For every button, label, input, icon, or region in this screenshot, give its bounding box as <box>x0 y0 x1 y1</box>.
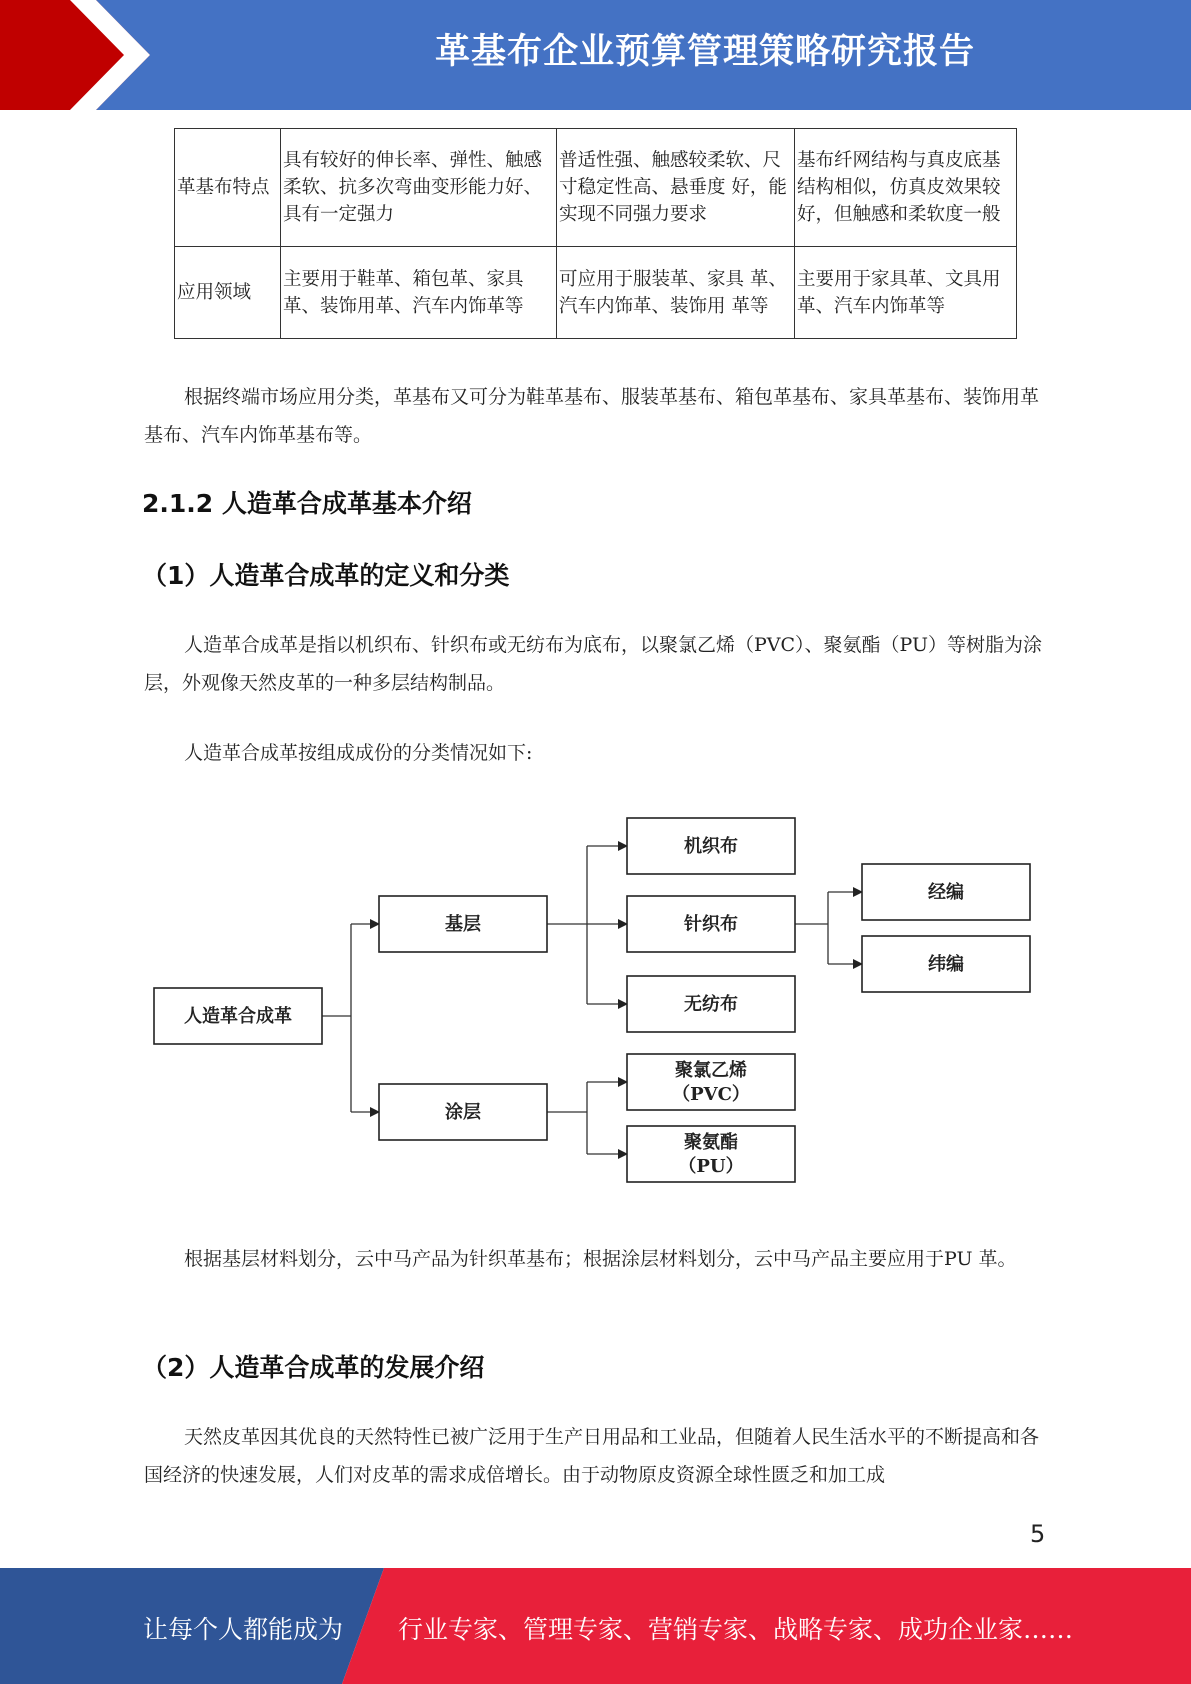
node-pvc-label-1: 聚氯乙烯 <box>675 1060 747 1081</box>
report-title: 革基布企业预算管理策略研究报告 <box>434 32 975 72</box>
section-heading-2-1-2: 2.1.2 人造革合成革基本介绍 <box>142 489 472 518</box>
footer-slogan-right: 行业专家、管理专家、营销专家、战略专家、成功企业家…… <box>398 1615 1074 1644</box>
subsection-heading-definition: （1）人造革合成革的定义和分类 <box>142 561 510 590</box>
paragraph-yunzhongma-product: 根据基层材料划分，云中马产品为针织革基布；根据涂层材料划分，云中马产品主要应用于PU 革。 <box>184 1248 1017 1270</box>
page-header <box>0 0 1191 110</box>
node-coat-label: 涂层 <box>445 1102 481 1123</box>
table-cell: 革基布特点 <box>175 129 281 247</box>
node-root-label: 人造革合成革 <box>184 1006 292 1027</box>
table-cell: 可应用于服装革、家具 革、汽车内饰革、装饰用 革等 <box>557 247 795 339</box>
table-cell: 基布纤网结构与真皮底基结构相似，仿真皮效果较好，但触感和柔软度一般 <box>795 129 1017 247</box>
paragraph-development: 天然皮革因其优良的天然特性已被广泛用于生产日用品和工业品，但随着人民生活水平的不断提高和各国经济的快速发展，人们对皮革的需求成倍增长。由于动物原皮资源全球性匮乏和加工成 <box>144 1426 1040 1486</box>
subsection-heading-development: （2）人造革合成革的发展介绍 <box>142 1353 485 1382</box>
paragraph-market-classification: 根据终端市场应用分类，革基布又可分为鞋革基布、服装革基布、箱包革基布、家具革基布、装饰用革基布、汽车内饰革基布等。 <box>144 386 1040 446</box>
paragraph-definition: 人造革合成革是指以机织布、针织布或无纺布为底布，以聚氯乙烯（PVC）、聚氨酯（PU）等树脂为涂层，外观像天然皮革的一种多层结构制品。 <box>144 634 1043 694</box>
node-pvc-label-2: （PVC） <box>672 1084 750 1105</box>
node-pu-label-2: （PU） <box>678 1156 744 1177</box>
classification-diagram <box>150 808 1040 1198</box>
table-row <box>175 247 1017 339</box>
table-cell: 具有较好的伸长率、弹性、触感柔软、抗多次弯曲变形能力好、具有一定强力 <box>281 129 557 247</box>
table-cell: 主要用于家具革、文具用革、汽车内饰革等 <box>795 247 1017 339</box>
node-warp-label: 经编 <box>928 882 964 903</box>
page-number: 5 <box>1030 1520 1046 1548</box>
table-cell: 主要用于鞋革、箱包革、家具革、装饰用革、汽车内饰革等 <box>281 247 557 339</box>
table-row <box>175 129 1017 247</box>
footer-slogan-left: 让每个人都能成为 <box>143 1615 344 1644</box>
header-chevron-decoration <box>0 0 160 110</box>
node-base-label: 基层 <box>445 914 481 935</box>
table-cell: 应用领域 <box>175 247 281 339</box>
table-cell: 普适性强、触感较柔软、尺寸稳定性高、悬垂度 好，能实现不同强力要求 <box>557 129 795 247</box>
node-weft-label: 纬编 <box>928 954 964 975</box>
node-pu-label-1: 聚氨酯 <box>684 1132 738 1153</box>
paragraph-classification-intro: 人造革合成革按组成成份的分类情况如下: <box>184 742 533 764</box>
properties-table <box>174 128 1017 339</box>
node-woven-label: 机织布 <box>684 836 738 857</box>
node-knit-label: 针织布 <box>684 914 738 935</box>
node-nonwoven-label: 无纺布 <box>684 994 738 1015</box>
